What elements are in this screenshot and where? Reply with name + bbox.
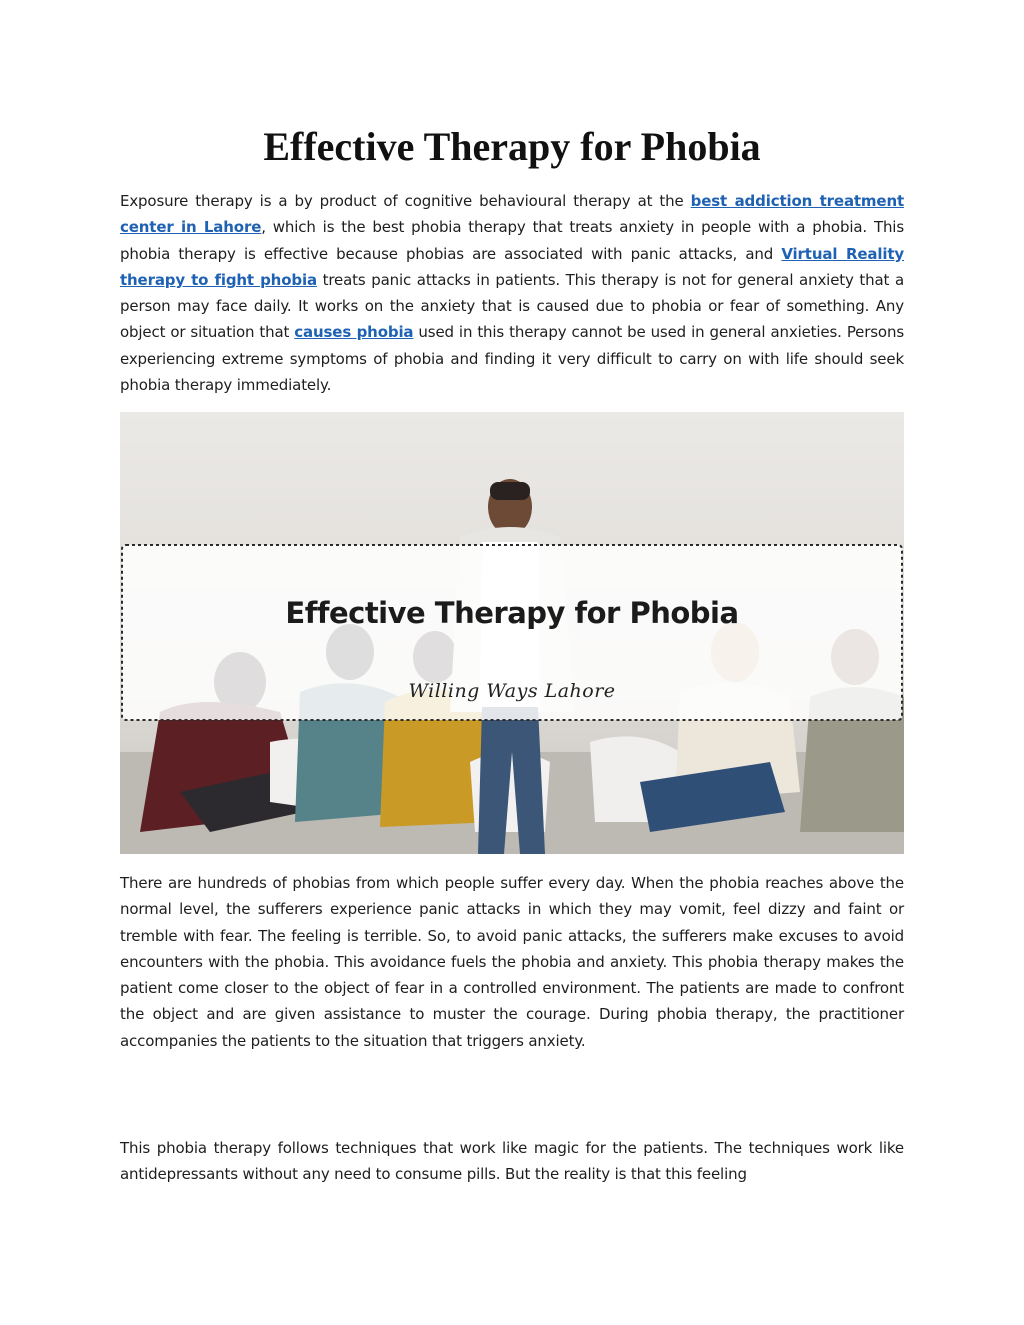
vr-therapy-link[interactable]: Virtual Reality therapy to fight phobia xyxy=(120,244,905,289)
page-title: Effective Therapy for Phobia xyxy=(263,124,761,169)
intro-text-1: Exposure therapy is a by product of cognitive behavioural therapy at the xyxy=(120,192,691,210)
therapy-group-illustration xyxy=(120,412,904,854)
hero-image xyxy=(120,412,904,854)
addiction-center-link[interactable]: best addiction treatment center in Lahore xyxy=(120,192,904,237)
intro-text-4: used in this therapy cannot be used in general anxieties. Persons experiencing extreme symptoms of phobia and finding it very difficult to carry on with life should seek phobia therapy immediately. xyxy=(120,323,904,395)
body-paragraph-2: There are hundreds of phobias from which people suffer every day. When the phobia reaches above the normal level, the sufferers experience panic attacks in which they may vomit, feel dizzy and faint or tremble with fear. The feeling is terrible. So, to avoid panic attacks, the sufferers make excuses to avoid encounters with the phobia. This avoidance fuels the phobia and anxiety. This phobia therapy makes the patient come closer to the object of fear in a controlled environment. The patients are made to confront the object and are given assistance to muster the courage. During phobia therapy, the practitioner accompanies the patients to the situation that triggers anxiety. xyxy=(120,874,904,1050)
banner-title: Effective Therapy for Phobia xyxy=(285,596,739,630)
causes-phobia-link[interactable]: causes phobia xyxy=(294,323,414,342)
intro-text-3: treats panic attacks in patients. This therapy is not for general anxiety that a person may face daily. It works on the anxiety that is caused due to phobia or fear of something. Any object or situation that xyxy=(120,270,904,342)
intro-text-2: , which is the best phobia therapy that treats anxiety in people with a phobia. This phobia therapy is effective because phobias are associated with panic attacks, and xyxy=(120,218,904,263)
banner-signature: Willing Ways Lahore xyxy=(408,680,616,702)
body-paragraph-3: This phobia therapy follows techniques that work like magic for the patients. The techniques work like antidepressants without any need to consume pills. But the reality is that this feeling xyxy=(120,1139,904,1184)
intro-paragraph xyxy=(120,188,904,398)
